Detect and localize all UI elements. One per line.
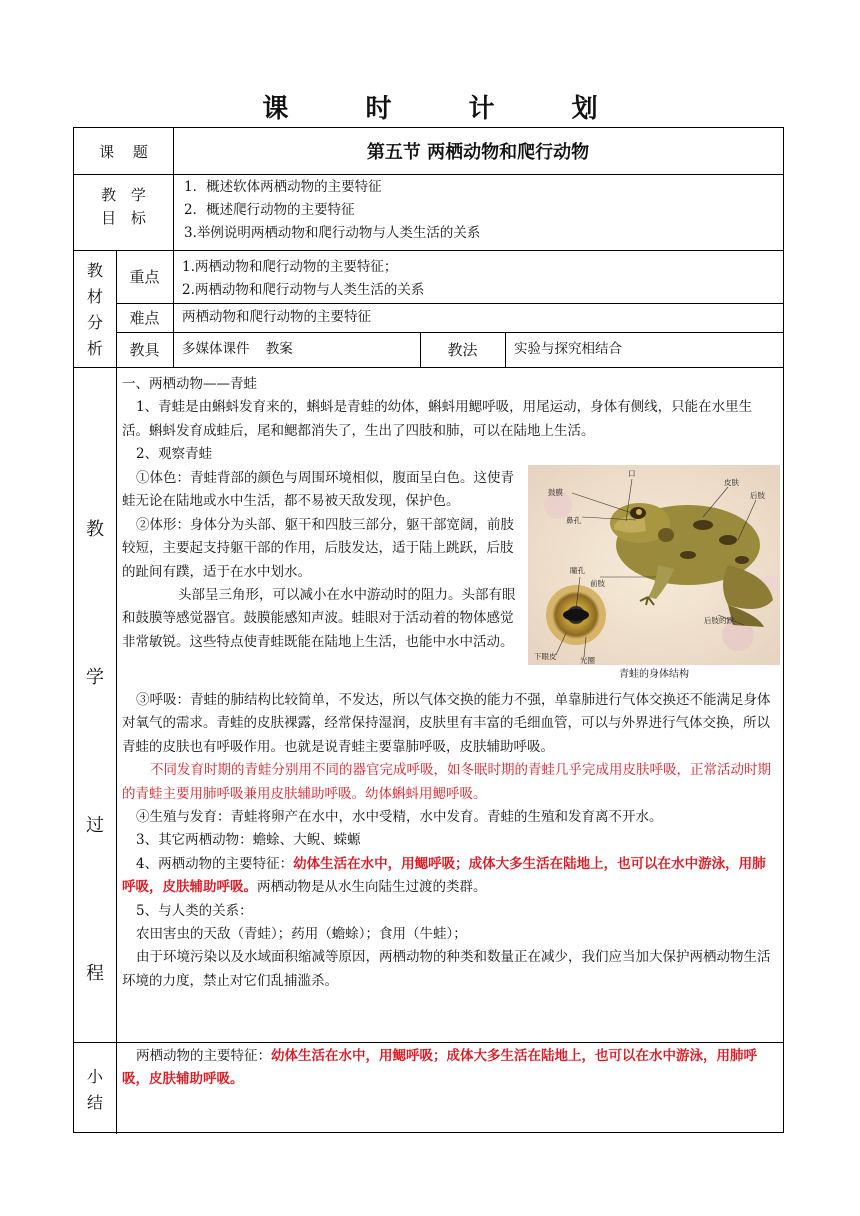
goal-label-line-1: 教 学: [101, 186, 146, 204]
row-divider: [74, 250, 783, 251]
process-para-highlight: 不同发育时期的青蛙分别用不同的器官完成呼吸，如冬眠时期的青蛙几乎完成用皮肤呼吸，正常活动时期的青蛙主要用肺呼吸兼用皮肤辅助呼吸。幼体蝌蚪用鳃呼吸。: [122, 762, 771, 802]
summary-label: [74, 1042, 116, 1134]
label-skin: 皮肤: [724, 478, 739, 487]
process-char: 学: [86, 667, 104, 688]
process-heading: 一、两栖动物——青蛙: [122, 376, 257, 392]
process-para: 头部呈三角形，可以减小在水中游动时的阻力。头部有眼和鼓膜等感觉器官。鼓膜能感知声波。蛙眼对于活动着的物体感觉非常敏锐。这些特点使青蛙既能在陆地上生活，也能中水中活动。: [122, 587, 516, 650]
process-para: 农田害虫的天敌（青蛙）；药用（蟾蜍）；食用（牛蛙）；: [136, 926, 467, 943]
summary-key-feature: 幼体生活在水中，用鳃呼吸；成体大多生活在陆地上，也可以在水中游泳，用肺呼吸，皮肤辅助呼吸。: [122, 1048, 757, 1088]
row-divider: [74, 174, 783, 175]
summary-body: [122, 1045, 778, 1092]
process-para: 2、观察青蛙: [136, 446, 213, 463]
col-divider: [116, 250, 117, 1134]
label-web: 后肢的蹼: [704, 616, 734, 625]
process-tail: 两栖动物是从水生向陆生过渡的类群。: [257, 879, 487, 896]
key-point-item: 1.两栖动物和爬行动物的主要特征；: [182, 259, 398, 275]
summary-char: 小: [86, 1067, 103, 1086]
goal-label-line-2: 目 标: [101, 209, 146, 227]
topic-label: 课 题: [99, 142, 148, 161]
method-label: 教法: [447, 341, 478, 359]
row-divider: [74, 367, 783, 368]
figure-caption: 青蛙的身体结构: [619, 669, 689, 680]
process-para: ④生殖与发育：青蛙将卵产在水中，水中受精，水中发育。青蛙的生殖和发育离不开水。: [136, 809, 663, 826]
summary-para: [122, 1045, 778, 1092]
process-para: 1、青蛙是由蝌蚪发育来的，蝌蚪是青蛙的幼体，蝌蚪用鳃呼吸，用尾运动，身体有侧线，只能在水里生活。蝌蚪发育成蛙后，尾和鳃都消失了，生出了四肢和肺，可以在陆地上生活。: [122, 399, 753, 439]
label-nostril: 鼻孔: [566, 516, 581, 525]
analysis-char: 分: [86, 313, 103, 332]
page-title: 课 时 计 划: [262, 94, 632, 124]
summary-lead: 两栖动物的主要特征：: [136, 1048, 271, 1064]
goal-item: 1．概述软体两栖动物的主要特征: [184, 179, 382, 195]
process-key-feature: 幼体生活在水中，用鳃呼吸；成体大多生活在陆地上，也可以在水中游泳，用肺呼吸，皮肤辅助呼吸。: [122, 855, 766, 896]
label-hindlimb: 后肢: [750, 491, 765, 500]
process-lead: 4、两栖动物的主要特征：: [136, 855, 294, 872]
process-para: 由于环境污染以及水域面积缩减等原因，两栖动物的种类和数量正在减少，我们应当加大保护两栖动物生活环境的力度，禁止对它们乱捕滥杀。: [122, 949, 771, 989]
process-char: 过: [86, 815, 104, 836]
topic-value: 第五节 两栖动物和爬行动物: [366, 142, 590, 163]
label-mouth: 口: [628, 469, 636, 478]
analysis-char: 析: [86, 339, 103, 358]
difficulty-value: 两栖动物和爬行动物的主要特征: [182, 309, 371, 325]
process-para: [122, 853, 778, 900]
tools-value: 多媒体课件 教案: [182, 341, 293, 357]
goal-label: [74, 176, 173, 250]
label-iris: 光圈: [580, 656, 595, 665]
process-para: 3、其它两栖动物：蟾蜍、大鲵、蝾螈: [136, 832, 361, 849]
label-tympanum: 鼓膜: [548, 488, 563, 497]
summary-char: 结: [86, 1093, 103, 1112]
goal-item: 3.举例说明两栖动物和爬行动物与人类生活的关系: [184, 225, 481, 241]
key-points: [182, 256, 772, 302]
process-para: ①体色：青蛙背部的颜色与周围环境相似，腹面呈白色。这使青蛙无论在陆地或水中生活，都不易被天敌发现，保护色。: [122, 470, 514, 510]
difficulty-label: 难点: [129, 309, 160, 327]
label-pupil: 瞳孔: [570, 566, 585, 575]
method-value: 实验与探究相结合: [514, 341, 622, 357]
key-label: 重点: [129, 268, 160, 286]
process-para: ③呼吸：青蛙的肺结构比较简单，不发达，所以气体交换的能力不强，单靠肺进行气体交换还不能满足身体对氧气的需求。青蛙的皮肤裸露，经常保持湿润，皮肤里有丰富的毛细血管，可以与外界进行气体交换，所以青蛙的皮肤也有呼吸作用。也就是说青蛙主要靠肺呼吸，皮肤辅助呼吸。: [122, 692, 771, 755]
process-body-side: [122, 467, 518, 654]
tools-label: 教具: [129, 341, 160, 359]
analysis-char: 教: [86, 261, 103, 280]
col-divider: [505, 332, 506, 367]
row-divider: [74, 1042, 783, 1043]
analysis-label: [74, 250, 116, 367]
process-char: 程: [86, 963, 104, 984]
process-label: [74, 367, 116, 1042]
analysis-char: 材: [86, 287, 103, 306]
process-para: ②体形：身体分为头部、躯干和四肢三部分，躯干部宽阔，前肢较短，主要起支持躯干部的作用，后肢发达，适于陆上跳跃，后肢的趾间有蹼，适于在水中划水。: [122, 516, 514, 580]
goal-list: [184, 176, 774, 245]
process-char: 教: [86, 519, 104, 540]
process-body-top: [122, 373, 778, 467]
label-lower-eyelid: 下眼皮: [534, 652, 557, 661]
label-forelimb: 前肢: [590, 579, 605, 588]
process-para: 5、与人类的关系：: [136, 902, 253, 919]
process-body-bottom: [122, 689, 778, 993]
goal-item: 2．概述爬行动物的主要特征: [184, 202, 355, 218]
key-point-item: 2.两栖动物和爬行动物与人类生活的关系: [182, 282, 425, 298]
frog-anatomy-figure: [528, 465, 780, 683]
row-divider: [116, 303, 783, 304]
frog-illustration: [528, 465, 780, 665]
col-divider: [173, 250, 174, 367]
